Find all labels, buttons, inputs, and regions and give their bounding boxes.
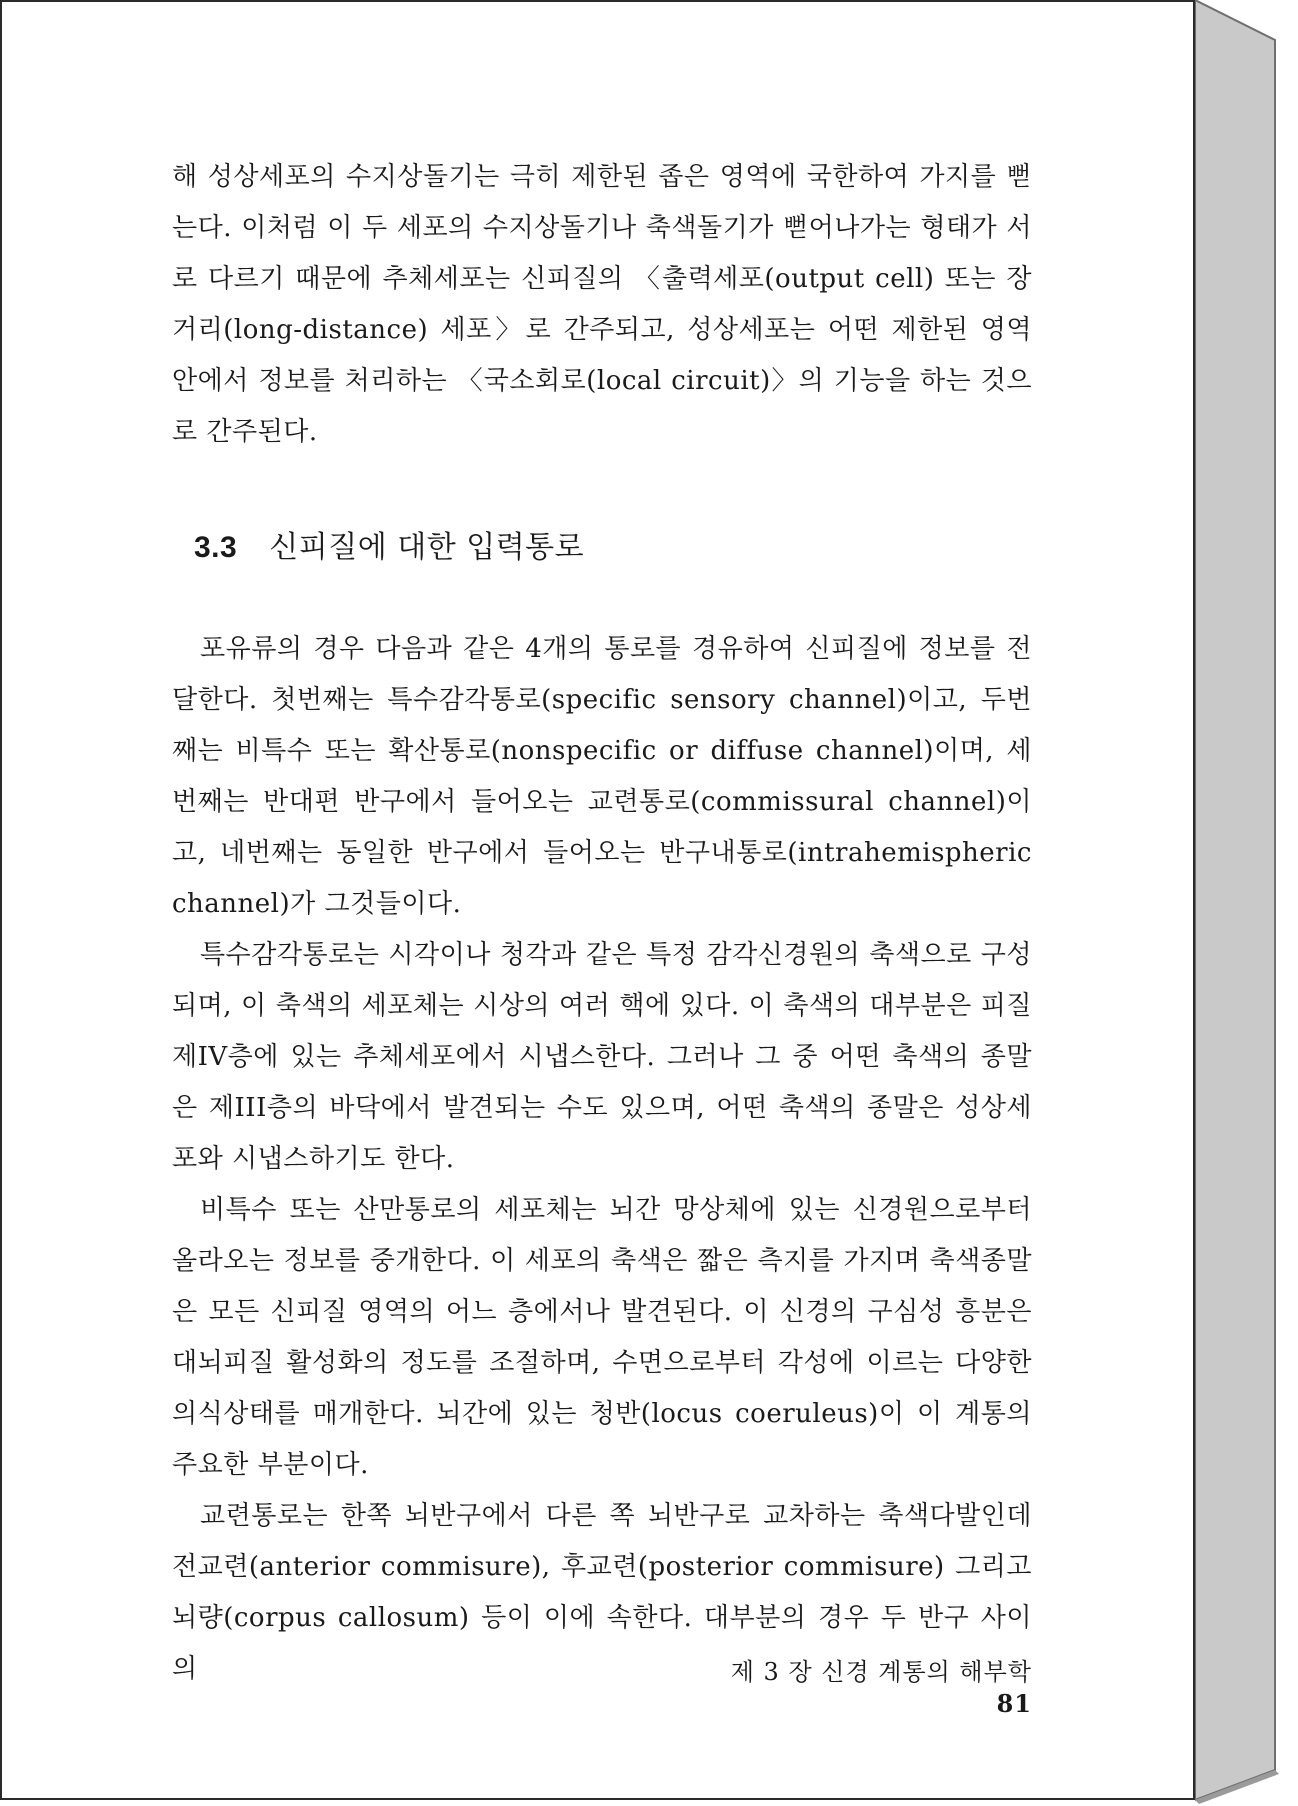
body-paragraph: 포유류의 경우 다음과 같은 4개의 통로를 경유하여 신피질에 정보를 전달한다. 첫번째는 특수감각통로(specific sensory channel)이고, 두번째는 비특수 또는 확산통로(nonspecific or diffuse channel)이며, 세번째는 반대편 반구에서 들어오는 교련통로(commissural channel)이고, 네번째는 동일한 반구에서 들어오는 반구내통로(intrahemispheric channel)가 그것들이다. (172, 634, 1032, 919)
body-paragraph: 비특수 또는 산만통로의 세포체는 뇌간 망상체에 있는 신경원으로부터 올라오는 정보를 중개한다. 이 세포의 축색은 짧은 측지를 가지며 축색종말은 모든 신피질 영역의 어느 층에서나 발견된다. 이 신경의 구심성 흥분은 대뇌피질 활성화의 정도를 조절하며, 수면으로부터 각성에 이르는 다양한 의식상태를 매개한다. 뇌간에 있는 청반(locus coeruleus)이 이 계통의 주요한 부분이다. (172, 1195, 1032, 1480)
intro-paragraph: 해 성상세포의 수지상돌기는 극히 제한된 좁은 영역에 국한하여 가지를 뻗는다. 이처럼 이 두 세포의 수지상돌기나 축색돌기가 뻗어나가는 형태가 서로 다르기 때문에 추체세포는 신피질의 〈출력세포(output cell) 또는 장거리(long-distance) 세포〉로 간주되고, 성상세포는 어떤 제한된 영역 안에서 정보를 처리하는 〈국소회로(local circuit)〉의 기능을 하는 것으로 간주된다. (172, 162, 1032, 447)
page-number: 81 (996, 1689, 1032, 1718)
page-body (172, 152, 1032, 1695)
section-number: 3.3 (194, 531, 238, 564)
section-title: 신피질에 대한 입력통로 (269, 530, 585, 565)
section-heading (194, 528, 1032, 568)
page-stack-edge (1195, 0, 1295, 1806)
body-paragraph: 교련통로는 한쪽 뇌반구에서 다른 쪽 뇌반구로 교차하는 축색다발인데 전교련(anterior commisure), 후교련(posterior commisure) 그리고 뇌량(corpus callosum) 등이 이에 속한다. 대부분의 경우 두 반구 사이의 (172, 1501, 1032, 1684)
body-paragraph: 특수감각통로는 시각이나 청각과 같은 특정 감각신경원의 축색으로 구성되며, 이 축색의 세포체는 시상의 여러 핵에 있다. 이 축색의 대부분은 피질 제IV층에 있는 추체세포에서 시냅스한다. 그러나 그 중 어떤 축색의 종말은 제III층의 바닥에서 발견되는 수도 있으며, 어떤 축색의 종말은 성상세포와 시냅스하기도 한다. (172, 940, 1032, 1174)
chapter-title: 제 3 장 신경 계통의 해부학 (730, 1658, 1032, 1686)
running-footer (672, 1656, 1032, 1720)
